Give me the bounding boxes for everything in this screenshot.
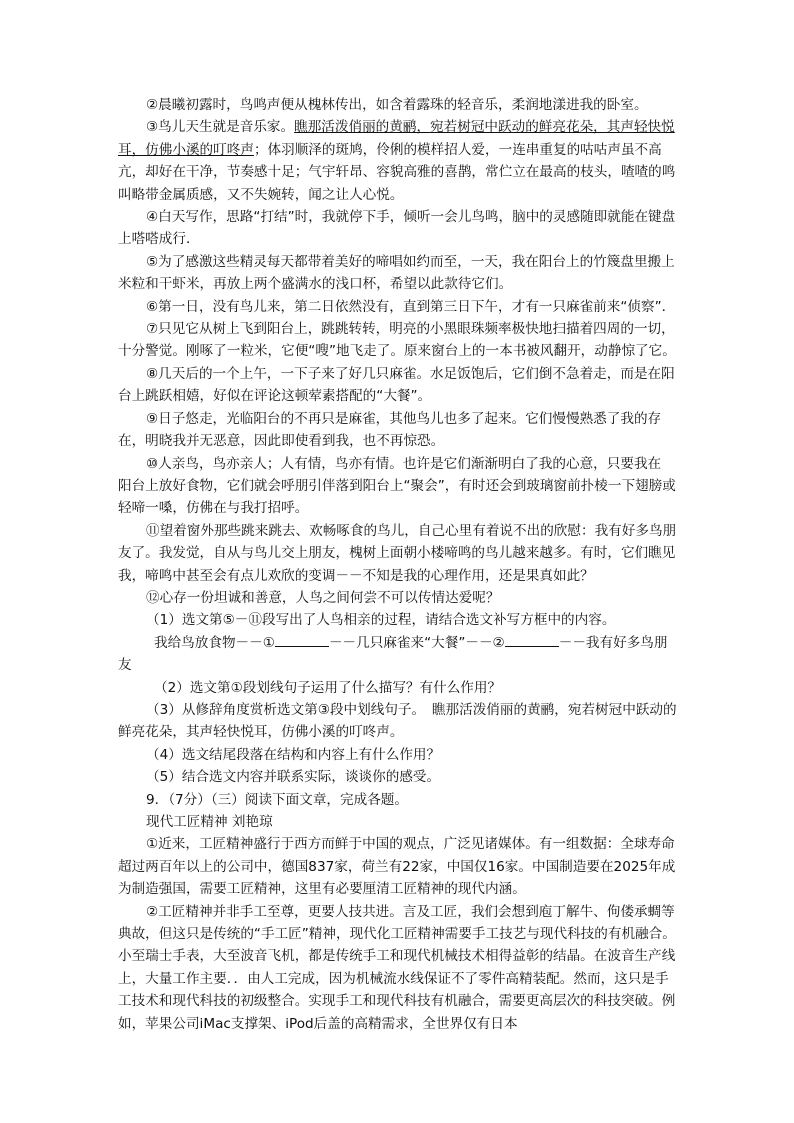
article-title: 现代工匠精神 刘艳琼 — [146, 814, 273, 830]
paragraph-11: ⑪望着窗外那些跳来跳去、欢畅啄食的鸟儿，自己心里有着说不出的欣慰：我有好多鸟朋友了。我发觉，自从与鸟儿交上朋友，槐树上面朝小楼啼鸣的鸟儿越来越多。有时，它们瞧见我，啼鸣中甚至会有点儿欢欣的变调－－不知是我的心理作用，还是果真如此？ — [118, 522, 677, 584]
paragraph-12: ⑫心存一份坦诚和善意，人鸟之间何尝不可以传情达爱呢？ — [146, 589, 500, 606]
paragraph-9: ⑨日子悠走，光临阳台的不再只是麻雀，其他鸟儿也多了起来。它们慢慢熟悉了我的存在，明晓我并无恶意，因此即使看到我，也不再惊恐。 — [118, 410, 662, 450]
underlined-sentence: 瞧那活泼俏丽的黄鹂，宛若树冠中跃动的鲜亮花朵，其声轻快悦耳，仿佛小溪的叮咚声 — [118, 119, 675, 158]
question-5: （5）结合选文内容并联系实际，谈谈你的感受。 — [146, 769, 441, 786]
question-3: （3）从修辞角度赏析选文第③段中划线句子。 瞧那活泼俏丽的黄鹂，宛若树冠中跃动的鲜亮花朵，其声轻快悦耳，仿佛小溪的叮咚声。 — [118, 701, 677, 741]
paragraph-8: ⑧几天后的一个上午，一下子来了好几只麻雀。水足饭饱后，它们倒不急着走，而是在阳台上跳跃相嬉，好似在评论这顿荤素搭配的“大餐”。 — [118, 365, 675, 405]
paragraph-3-rest: ；体羽顺泽的斑鸠，伶俐的模样招人爱，一连串重复的咕咕声虽不高亢，却好在干净，节奏感十足；气宇轩昂、容貌高雅的喜鹊，常伫立在最高的枝头，喳喳的鸣叫略带金属质感，又不失婉转，闻之让人心悦。 — [118, 141, 676, 203]
paragraph-6: ⑥第一日，没有鸟儿来，第二日依然没有，直到第三日下午，才有一只麻雀前来“侦察”． — [146, 298, 676, 315]
fill-line-end: －－我有好多鸟朋友 — [118, 634, 668, 674]
paragraph-7: ⑦只见它从树上飞到阳台上，跳跳转转，明亮的小黑眼珠频率极快地扫描着四周的一切，十分警觉。刚啄了一粒米，它便“嗖”地飞走了。原来窗台上的一本书被风翻开，动静惊了它。 — [118, 321, 676, 360]
article-paragraph-1: ①近来，工匠精神盛行于西方而鲜于中国的观点，广泛见诸媒体。有一组数据：全球寿命超过两百年以上的公司中，德国837家，荷兰有22家，中国仅16家。中国制造要在2025年成为制造强国，需要工匠精神，这里有必要厘清工匠精神的现代内涵。 — [118, 836, 676, 898]
article-paragraph-2: ②工匠精神并非手工至尊，更要人技共进。言及工匠，我们会想到庖丁解牛、佝偻承蜩等典故，但这只是传统的“手工匠”精神，现代化工匠精神需要手工技艺与现代科技的有机融合。小至瑞士手表，大至波音飞机，都是传统手工和现代机械技术相得益彰的结晶。在波音生产线上，大量工作主要．．由人工完成，因为机械流水线保证不了零件高精装配。然而，这只是手工技术和现代科技的初级整合。实现手工和现代科技有机融合，需要更高层次的科技突破。例如，苹果公司iMac支撑架、iPod后盖的高精需求，全世界仅有日本 — [118, 903, 676, 1032]
fill-line-middle: －－几只麻雀来“大餐”－－② — [328, 634, 505, 651]
paragraph-2: ②晨曦初露时，鸟鸣声便从槐林传出，如含着露珠的轻音乐，柔润地漾进我的卧室。 — [146, 97, 648, 113]
paragraph-5: ⑤为了感激这些精灵每天都带着美好的啼唱如约而至，一天，我在阳台上的竹篾盘里搬上米粒和干虾米，再放上两个盛满水的浅口杯，希望以此款待它们。 — [118, 253, 675, 293]
paragraph-3-intro: ③鸟儿天生就是音乐家。 — [146, 119, 295, 136]
paragraph-10: ⑩人亲鸟，鸟亦亲人；人有情，鸟亦有情。也许是它们渐渐明白了我的心意，只要我在 阳台上放好食物，它们就会呼朋引伴落到阳台上“聚会”，有时还会到玻璃窗前扑棱一下翅膀或轻啼一嗓，仿佛在与我打招呼。 — [118, 455, 676, 517]
fill-line-start: 我给鸟放食物－－① — [154, 634, 275, 651]
section-heading: 9．（7分）（三）阅读下面文章，完成各题。 — [146, 791, 408, 808]
question-2: （2）选文第①段划线句子运用了什么描写？有什么作用？ — [154, 679, 502, 696]
question-1-fill-line — [118, 632, 678, 677]
document-page — [118, 94, 678, 1035]
paragraph-3 — [118, 116, 678, 206]
question-1: （1）选文第⑤－⑪段写出了人鸟相亲的过程，请结合选文补写方框中的内容。 — [146, 612, 616, 629]
answer-blank-1[interactable] — [275, 633, 329, 647]
paragraph-4: ④白天写作，思路“打结”时，我就停下手，倾听一会儿鸟鸣，脑中的灵感随即就能在键盘上嗒嗒成行． — [118, 209, 676, 248]
question-4: （4）选文结尾段落在结构和内容上有什么作用？ — [146, 746, 441, 763]
answer-blank-2[interactable] — [505, 633, 559, 647]
